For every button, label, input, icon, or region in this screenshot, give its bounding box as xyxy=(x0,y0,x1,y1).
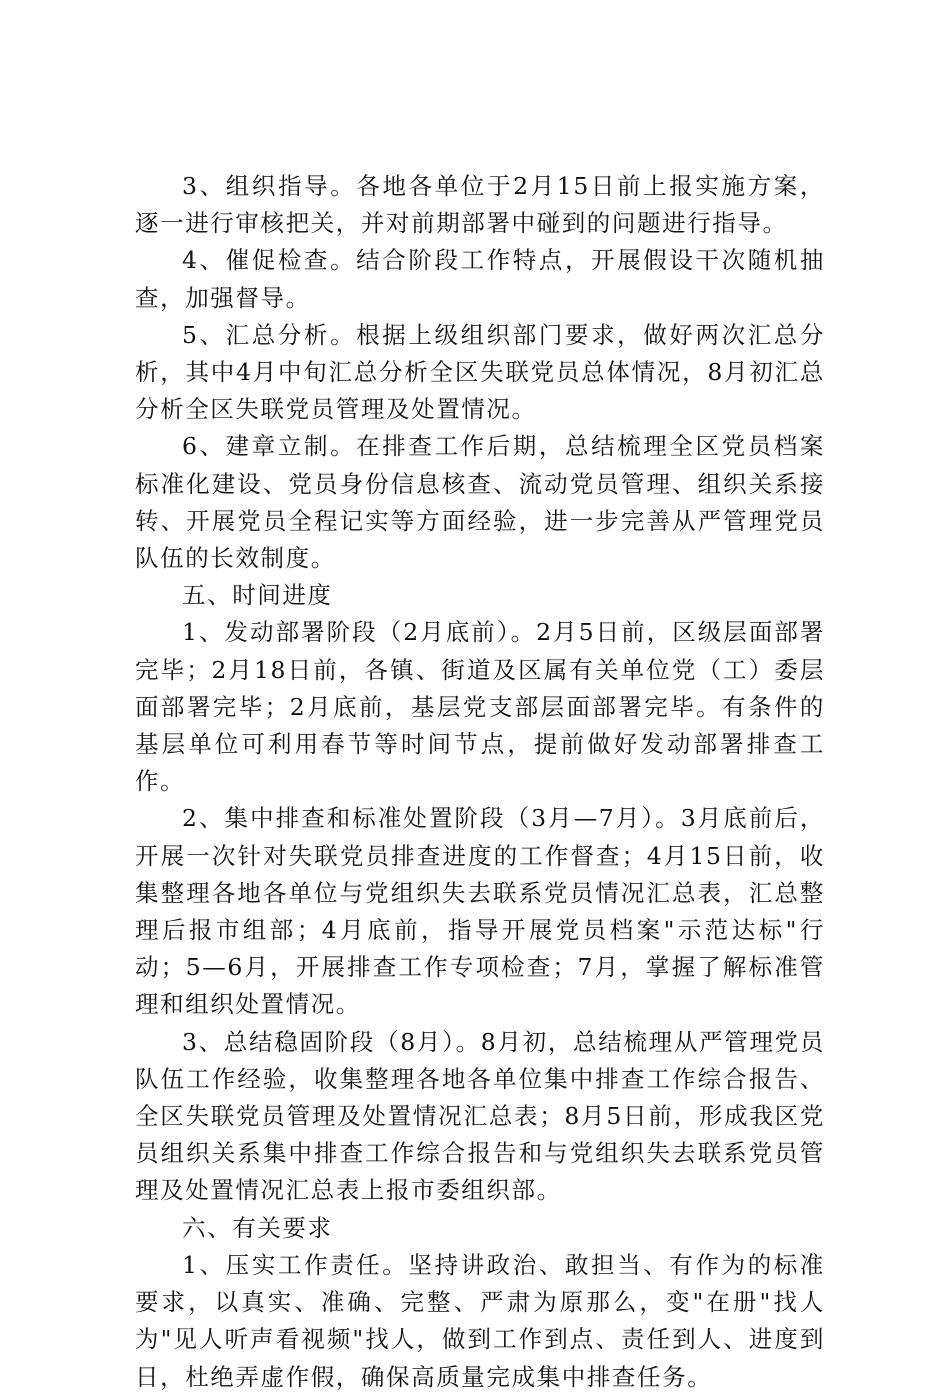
paragraph-mobilization-stage: 1、发动部署阶段（2月底前）。2月5日前，区级层面部署完毕；2月18日前，各镇、街道及区属有关单位党（工）委层面部署完毕；2月底前，基层党支部层面部署完毕。有条件的基层单位可利用春节等时间节点，提前做好发动部署排查工作。 xyxy=(135,618,825,796)
paragraph-summary-analysis: 5、汇总分析。根据上级组织部门要求，做好两次汇总分析，其中4月中旬汇总分析全区失联党员总体情况，8月初汇总分析全区失联党员管理及处置情况。 xyxy=(135,320,825,424)
section-heading-schedule: 五、时间进度 xyxy=(182,581,333,610)
paragraph-organize-guidance: 3、组织指导。各地各单位于2月15日前上报实施方案，逐一进行审核把关，并对前期部署中碰到的问题进行指导。 xyxy=(135,172,825,238)
section-heading-requirements: 六、有关要求 xyxy=(182,1213,333,1242)
paragraph-consolidation-stage: 3、总结稳固阶段（8月）。8月初，总结梳理从严管理党员队伍工作经验，收集整理各地各单位集中排查工作综合报告、全区失联党员管理及处置情况汇总表；8月5日前，形成我区党员组织关系集中排查工作综合报告和与党组织失去联系党员管理及处置情况汇总表上报市委组织部。 xyxy=(135,1027,825,1205)
paragraph-responsibility: 1、压实工作责任。坚持讲政治、敢担当、有作为的标准要求，以真实、准确、完整、严肃为原那么，变"在册"找人为"见人听声看视频"找人，做到工作到点、责任到人、进度到日，杜绝弄虚作假，确保高质量完成集中排查任务。 xyxy=(135,1250,825,1391)
document-body xyxy=(135,168,825,1396)
paragraph-urge-inspection: 4、催促检查。结合阶段工作特点，开展假设干次随机抽查，加强督导。 xyxy=(135,246,825,312)
paragraph-build-rules: 6、建章立制。在排查工作后期，总结梳理全区党员档案标准化建设、党员身份信息核查、流动党员管理、组织关系接转、开展党员全程记实等方面经验，进一步完善从严管理党员队伍的长效制度。 xyxy=(135,432,825,573)
paragraph-investigation-stage: 2、集中排查和标准处置阶段（3月—7月）。3月底前后，开展一次针对失联党员排查进度的工作督查；4月15日前，收集整理各地各单位与党组织失去联系党员情况汇总表，汇总整理后报市组部；4月底前，指导开展党员档案"示范达标"行动；5—6月，开展排查工作专项检查；7月，掌握了解标准管理和组织处置情况。 xyxy=(135,804,825,1019)
